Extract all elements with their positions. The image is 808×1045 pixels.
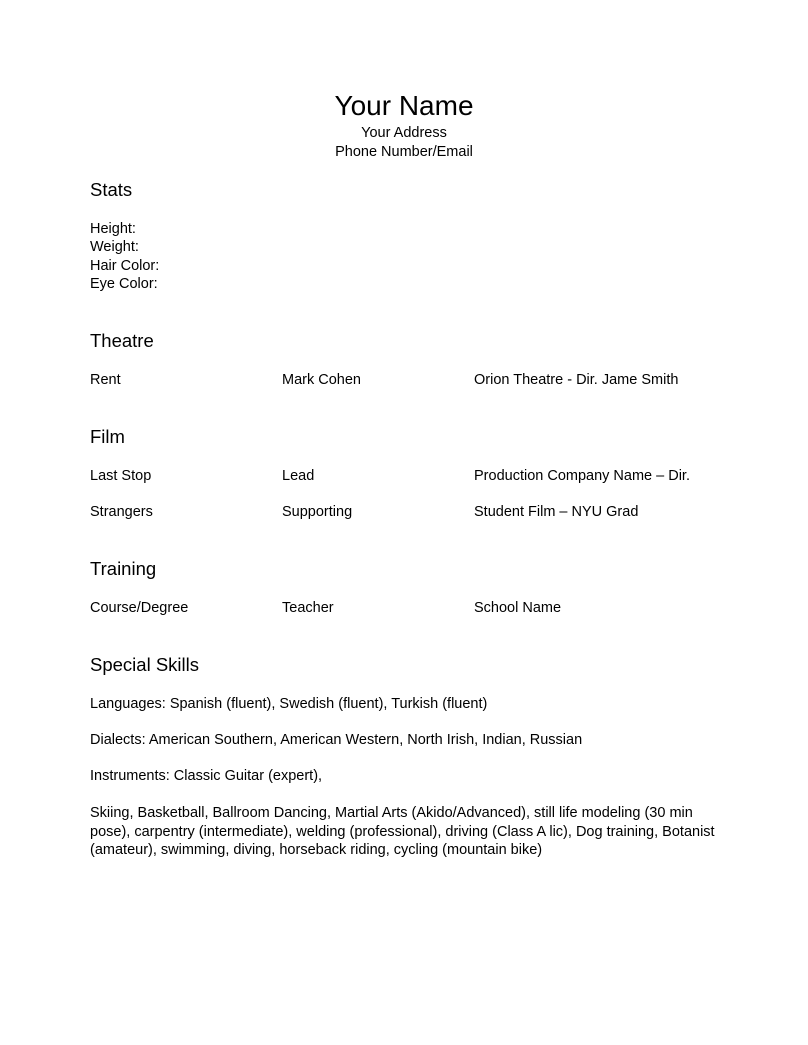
- film-title: Last Stop: [90, 468, 152, 484]
- theatre-show: Rent: [90, 372, 121, 388]
- skills-instruments: Instruments: Classic Guitar (expert),: [90, 768, 323, 784]
- resume-name: Your Name: [334, 90, 474, 121]
- skills-languages: Languages: Spanish (fluent), Swedish (fluent), Turkish (fluent): [90, 696, 488, 712]
- stat-weight: Weight:: [90, 239, 139, 255]
- theatre-venue: Orion Theatre - Dir. Jame Smith: [474, 372, 679, 388]
- theatre-heading: Theatre: [90, 330, 154, 351]
- stat-eye-color: Eye Color:: [90, 276, 158, 292]
- theatre-role: Mark Cohen: [282, 372, 361, 388]
- stat-hair-color: Hair Color:: [90, 258, 160, 274]
- stats-heading: Stats: [90, 179, 133, 200]
- film-company: Student Film – NYU Grad: [474, 504, 639, 520]
- training-school: School Name: [474, 600, 562, 616]
- training-teacher: Teacher: [282, 600, 334, 616]
- resume-address: Your Address: [361, 125, 447, 141]
- resume-contact: Phone Number/Email: [335, 144, 473, 160]
- film-role: Supporting: [282, 504, 353, 520]
- special-skills-heading: Special Skills: [90, 654, 199, 675]
- film-role: Lead: [282, 468, 315, 484]
- stat-height: Height:: [90, 221, 136, 237]
- skills-other: Skiing, Basketball, Ballroom Dancing, Martial Arts (Akido/Advanced), still life modeling (30 min pose), carpentry (intermediate), welding (professional), driving (Class A lic), Dog training, Botanist (amateur), swimming, diving, horseback riding, cycling (mountain bike): [90, 805, 715, 859]
- skills-dialects: Dialects: American Southern, American Western, North Irish, Indian, Russian: [90, 732, 583, 748]
- training-heading: Training: [90, 558, 157, 579]
- training-course: Course/Degree: [90, 600, 189, 616]
- film-title: Strangers: [90, 504, 153, 520]
- film-company: Production Company Name – Dir.: [474, 468, 690, 484]
- film-heading: Film: [90, 426, 125, 447]
